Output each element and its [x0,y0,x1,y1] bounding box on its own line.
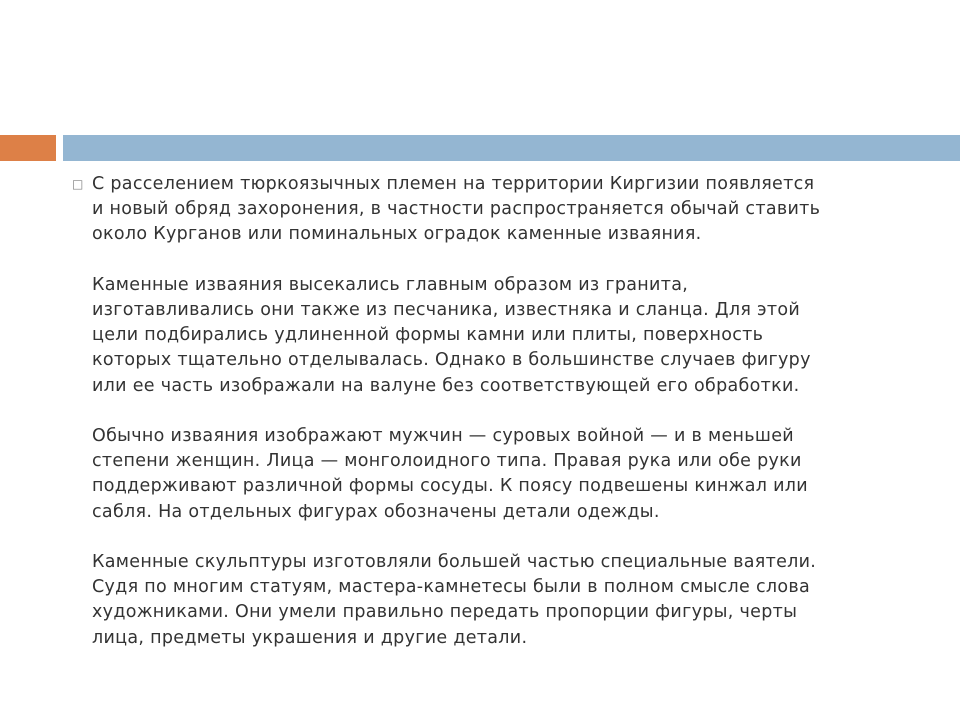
text-line: Каменные изваяния высекались главным образом из гранита, [92,274,689,295]
body-text [92,172,912,676]
paragraph-2 [92,273,912,399]
text-line: цели подбирались удлиненной формы камни или плиты, поверхность [92,325,764,346]
accent-bar-blue [63,135,960,161]
text-line: или ее часть изображали на валуне без соответствующей его обработки. [92,375,800,396]
bullet-item [72,172,912,676]
text-line: сабля. На отдельных фигурах обозначены детали одежды. [92,501,660,522]
text-line: около Курганов или поминальных оградок каменные изваяния. [92,224,702,245]
slide-content [72,172,912,676]
square-bullet-icon: □ [72,177,84,191]
accent-bar-orange [0,135,56,161]
text-line: художниками. Они умели правильно передать пропорции фигуры, черты [92,602,798,623]
text-line: Судя по многим статуям, мастера-камнетесы были в полном смысле слова [92,577,811,598]
paragraph-3 [92,424,912,525]
text-line: изготавливались они также из песчаника, известняка и сланца. Для этой [92,300,801,320]
text-line: которых тщательно отделывалась. Однако в большинстве случаев фигуру [92,350,811,371]
text-line: степени женщин. Лица — монголоидного типа. Правая рука или обе руки [92,451,802,472]
text-line: Каменные скульптуры изготовляли большей частью специальные ваятели. [92,552,817,572]
text-line: и новый обряд захоронения, в частности распространяется обычай ставить [92,199,821,220]
paragraph-1 [92,172,912,248]
text-line: Обычно изваяния изображают мужчин — суровых войной — и в меньшей [92,426,794,446]
text-line: поддерживают различной формы сосуды. К поясу подвешены кинжал или [92,476,808,497]
text-line: лица, предметы украшения и другие детали. [92,627,528,648]
text-line: С расселением тюркоязычных племен на территории Киргизии появляется [92,174,815,194]
paragraph-4 [92,550,912,651]
